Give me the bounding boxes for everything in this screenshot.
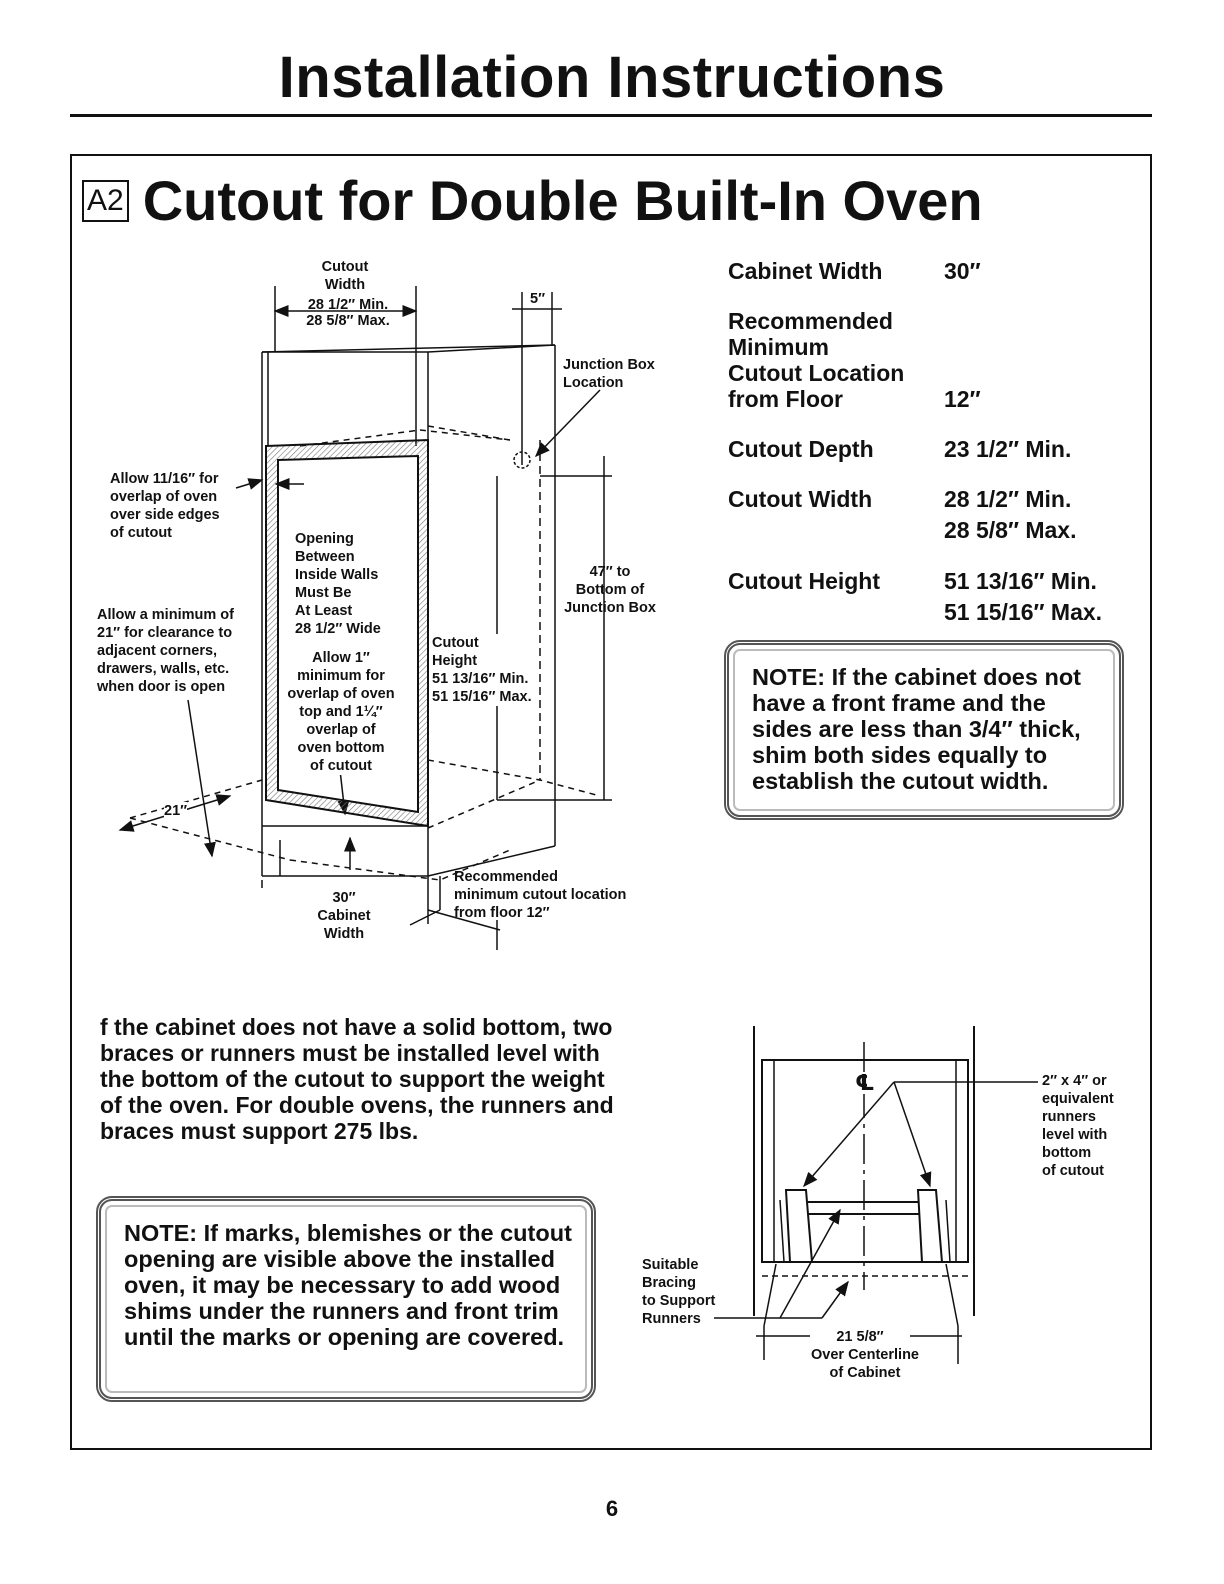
page-title: Installation Instructions xyxy=(278,45,946,110)
spec-value-cutout-width-min: 28 1/2″ Min. xyxy=(944,486,1072,512)
label-over-centerline: Over Centerline of Cabinet xyxy=(811,1347,919,1381)
note-cabinet-frame-text: NOTE: If the cabinet does not have a front frame and the sides are less than 3/4″ thick, shim both sides equally to establish the cutout width. xyxy=(752,664,1082,794)
label-dimension: 21 5/8″ xyxy=(810,1328,910,1346)
label-runners: 2″ x 4″ or equivalent runners level with bottom of cutout xyxy=(1042,1073,1114,1179)
section-tag: A2 xyxy=(82,180,129,222)
spec-value-cabinet-width: 30″ xyxy=(944,258,981,284)
spec-value-cutout-width-max: 28 5/8″ Max. xyxy=(944,517,1077,543)
spec-label-cabinet-width: Cabinet Width xyxy=(728,258,883,284)
label-cabinet-width: 30″ Cabinet Width xyxy=(317,890,371,942)
label-opening-between: Opening Between Inside Walls Must Be At Least 28 1/2″ Wide xyxy=(295,531,381,637)
centerline-symbol: ℄ xyxy=(855,1070,875,1095)
label-junction-box: Junction Box Location xyxy=(563,357,655,391)
body-paragraph: f the cabinet does not have a solid bottom, two braces or runners must be installed level with the bottom of the cutout to support the weight of the oven. For double ovens, the runners and braces must support 275 lbs. xyxy=(100,1014,614,1144)
spec-label-cutout-depth: Cutout Depth xyxy=(728,436,874,462)
label-five-in: 5″ xyxy=(530,291,546,307)
page-number: 6 xyxy=(605,1496,619,1521)
label-forty-seven: 47″ to Bottom of Junction Box xyxy=(564,564,656,616)
section-title: Cutout for Double Built-In Oven xyxy=(142,169,983,232)
label-cutout-width: Cutout Width xyxy=(321,259,369,293)
label-twenty-one: 21″ xyxy=(164,803,188,819)
spec-value-cutout-height-min: 51 13/16″ Min. xyxy=(944,568,1097,594)
label-width-min: 28 1/2″ Min. xyxy=(307,297,389,313)
spec-value-cutout-height-max: 51 15/16″ Max. xyxy=(944,599,1103,625)
spec-value-cutout-location: 12″ xyxy=(944,386,981,412)
spec-value-cutout-depth: 23 1/2″ Min. xyxy=(944,436,1072,462)
note-marks-text: NOTE: If marks, blemishes or the cutout opening are visible above the installed oven, it may be necessary to add wood shims under the runners and front trim until the marks or opening are covered. xyxy=(124,1220,572,1350)
label-recommended: Recommended minimum cutout location from floor 12″ xyxy=(454,869,627,921)
spec-label-cutout-location: Recommended Minimum Cutout Location from Floor xyxy=(728,308,905,412)
spec-label-cutout-height: Cutout Height xyxy=(728,568,881,594)
label-width-max: 28 5/8″ Max. xyxy=(306,313,390,329)
label-allow-minimum: Allow a minimum of 21″ for clearance to adjacent corners, drawers, walls, etc. when door is open xyxy=(97,607,234,695)
label-cutout-height: Cutout Height 51 13/16″ Min. 51 15/16″ Max. xyxy=(432,635,532,705)
label-bracing: Suitable Bracing to Support Runners xyxy=(642,1257,716,1327)
spec-label-cutout-width: Cutout Width xyxy=(728,486,873,512)
label-allow-overlap: Allow 11/16″ for overlap of oven over side edges of cutout xyxy=(110,471,220,541)
label-allow-one: Allow 1″ minimum for overlap of oven top and 1¼″ overlap of oven bottom of cutout xyxy=(280,649,402,775)
